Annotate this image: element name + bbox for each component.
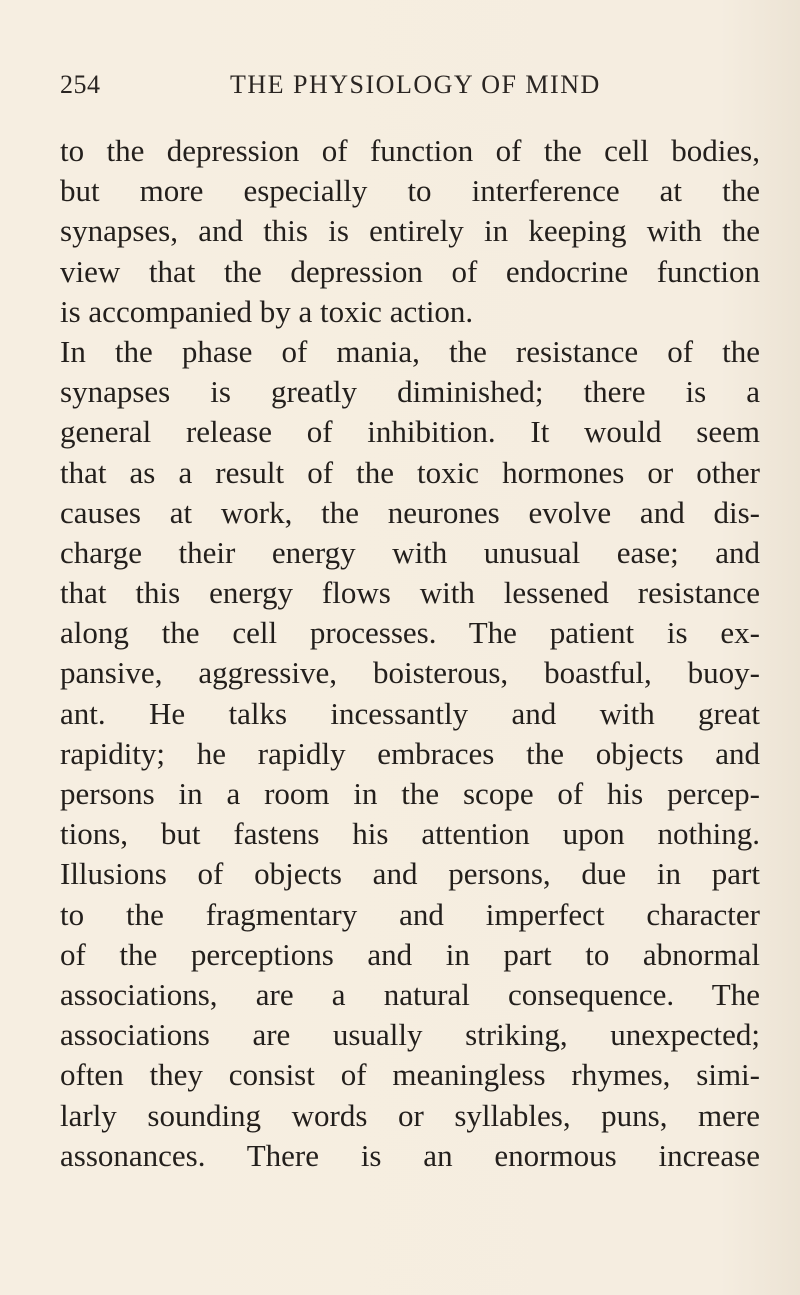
text-line: along the cell processes. The patient is ex- xyxy=(60,615,760,651)
text-line: charge their energy with unusual ease; and xyxy=(60,534,760,570)
text-line: often they consist of meaningless rhymes, simi- xyxy=(60,1057,760,1093)
text-line: but more especially to interference at the xyxy=(60,173,760,209)
text-line: that as a result of the toxic hormones or other xyxy=(60,454,760,490)
page-number: 254 xyxy=(60,70,101,99)
text-line: assonances. There is an enormous increase xyxy=(60,1137,760,1173)
text-line: ant. He talks incessantly and with great xyxy=(60,695,760,731)
text-line: rapidity; he rapidly embraces the objects and xyxy=(60,735,760,771)
text-line: tions, but fastens his attention upon nothing. xyxy=(60,816,760,852)
running-head xyxy=(60,70,740,110)
text-line: to the fragmentary and imperfect character xyxy=(60,896,760,932)
text-line: associations, are a natural consequence. The xyxy=(60,976,760,1012)
text-line: larly sounding words or syllables, puns, mere xyxy=(60,1097,760,1133)
text-line: synapses, and this is entirely in keeping with the xyxy=(60,213,760,249)
text-line: pansive, aggressive, boisterous, boastful, buoy- xyxy=(60,655,760,691)
text-line: persons in a room in the scope of his percep- xyxy=(60,776,760,811)
body-text xyxy=(60,131,760,1176)
text-line: of the perceptions and in part to abnormal xyxy=(60,936,760,972)
text-line: that this energy flows with lessened resistance xyxy=(60,575,760,611)
text-line: associations are usually striking, unexpected; xyxy=(60,1017,760,1053)
text-line: general release of inhibition. It would seem xyxy=(60,414,760,450)
text-line: synapses is greatly diminished; there is a xyxy=(60,374,760,410)
text-line: causes at work, the neurones evolve and dis- xyxy=(60,494,760,530)
running-title: THE PHYSIOLOGY OF MIND xyxy=(230,70,601,99)
text-line: view that the depression of endocrine function xyxy=(60,253,760,289)
text-line: Illusions of objects and persons, due in part xyxy=(60,856,760,892)
text-line: to the depression of function of the cell bodies, xyxy=(60,133,760,168)
text-line: In the phase of mania, the resistance of the xyxy=(60,333,760,369)
text-line: is accompanied by a toxic action. xyxy=(60,293,474,329)
